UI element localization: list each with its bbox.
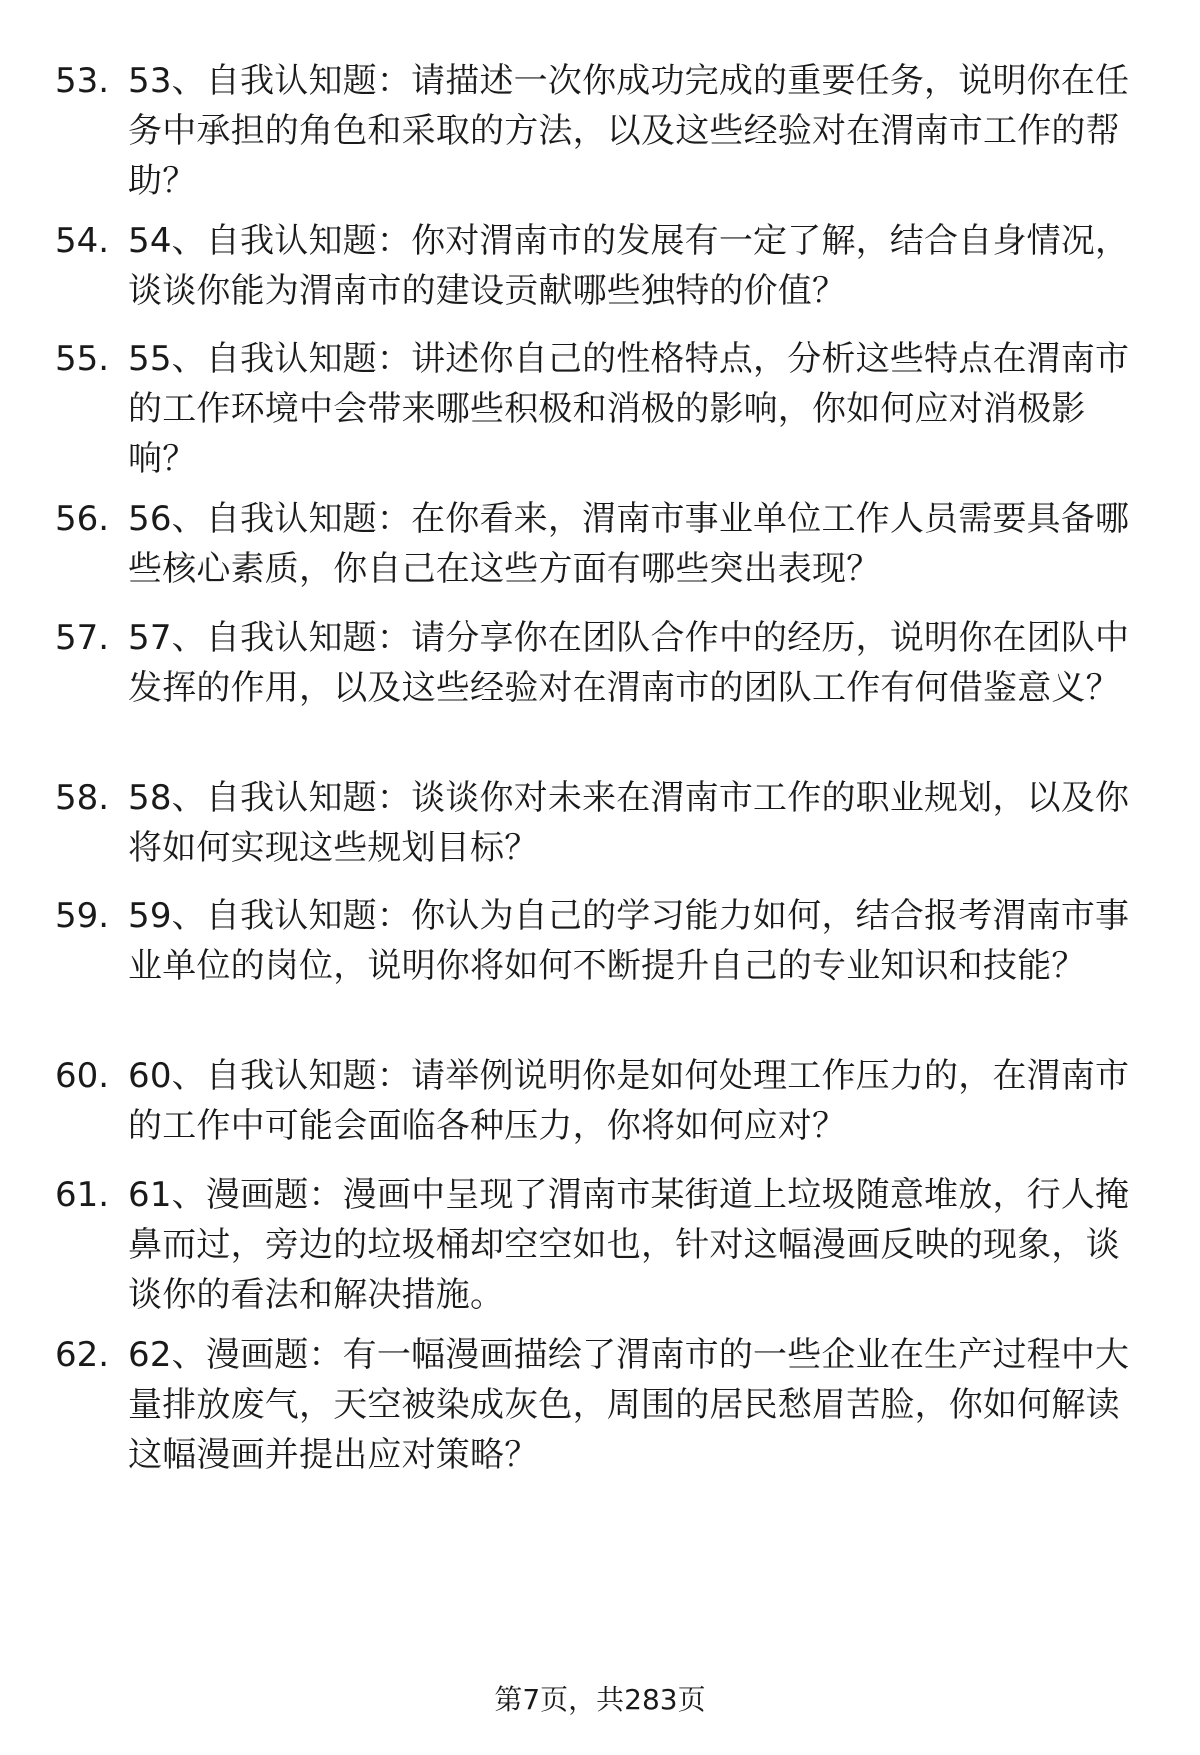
question-text: 58、自我认知题：谈谈你对未来在渭南市工作的职业规划，以及你将如何实现这些规划目标？	[128, 778, 1130, 868]
question-text: 60、自我认知题：请举例说明你是如何处理工作压力的，在渭南市的工作中可能会面临各种压力，你将如何应对？	[128, 1056, 1130, 1146]
question-number: 58.	[55, 778, 110, 818]
question-text: 55、自我认知题：讲述你自己的性格特点，分析这些特点在渭南市的工作环境中会带来哪些积极和消极的影响，你如何应对消极影响？	[128, 339, 1130, 479]
question-number: 61.	[55, 1175, 110, 1215]
question-number: 53.	[55, 61, 110, 101]
question-text: 53、自我认知题：请描述一次你成功完成的重要任务，说明你在任务中承担的角色和采取的方法，以及这些经验对在渭南市工作的帮助？	[128, 61, 1130, 201]
question-number: 57.	[55, 618, 110, 658]
question-number: 55.	[55, 339, 110, 379]
question-number: 56.	[55, 499, 110, 539]
page-footer: 第7页，共283页	[494, 1683, 706, 1716]
question-text: 62、漫画题：有一幅漫画描绘了渭南市的一些企业在生产过程中大量排放废气，天空被染成灰色，周围的居民愁眉苦脸，你如何解读这幅漫画并提出应对策略？	[128, 1335, 1130, 1475]
question-text: 54、自我认知题：你对渭南市的发展有一定了解，结合自身情况，谈谈你能为渭南市的建设贡献哪些独特的价值？	[128, 221, 1130, 311]
question-number: 54.	[55, 221, 110, 261]
question-number: 59.	[55, 896, 110, 936]
question-number: 62.	[55, 1335, 110, 1375]
question-text: 57、自我认知题：请分享你在团队合作中的经历，说明你在团队中发挥的作用，以及这些经验对在渭南市的团队工作有何借鉴意义？	[128, 618, 1130, 708]
question-text: 59、自我认知题：你认为自己的学习能力如何，结合报考渭南市事业单位的岗位，说明你将如何不断提升自己的专业知识和技能？	[128, 896, 1130, 986]
question-text: 56、自我认知题：在你看来，渭南市事业单位工作人员需要具备哪些核心素质，你自己在这些方面有哪些突出表现？	[128, 499, 1130, 589]
question-number: 60.	[55, 1056, 110, 1096]
question-text: 61、漫画题：漫画中呈现了渭南市某街道上垃圾随意堆放，行人掩鼻而过，旁边的垃圾桶却空空如也，针对这幅漫画反映的现象，谈谈你的看法和解决措施。	[128, 1175, 1130, 1315]
